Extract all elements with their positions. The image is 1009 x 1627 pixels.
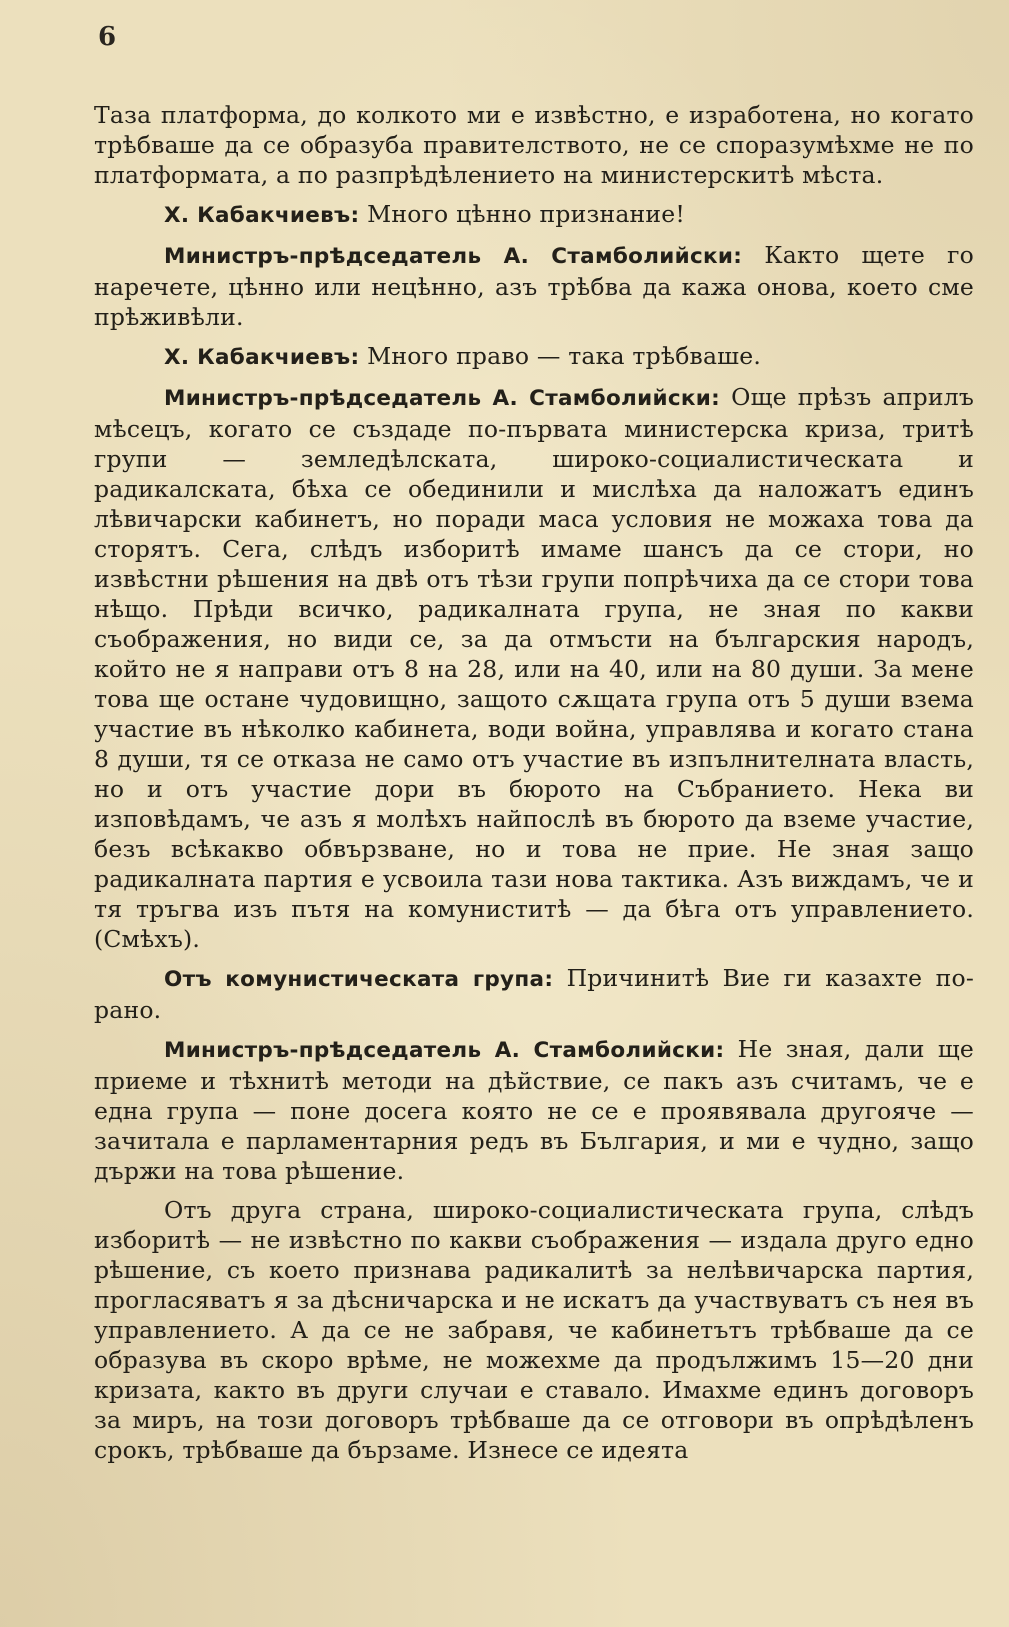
paragraph-1 [94, 100, 974, 190]
speaker-name: Министръ-прѣдседатель А. Стамболийски: [164, 386, 721, 411]
page-number: 6 [98, 22, 117, 52]
paragraph-text: Още прѣзъ априлъ мѣсецъ, когато се създаде по-първата министерска криза, тритѣ групи — земледѣлската, широко-социалистическата и радикалската, бѣха се обединили и мислѣха да наложатъ единъ лѣвичарски кабинетъ, но поради маса условия не можаха това да сторятъ. Сега, слѣдъ изборитѣ имаме шансъ да се стори, но извѣстни рѣшения на двѣ отъ тѣзи групи попрѣчиха да се стори това нѣщо. Прѣди всичко, радикалната група, не зная по какви съображения, но види се, за да отмъсти на българския народъ, който не я направи отъ 8 на 28, или на 40, или на 80 души. За мене това ще остане чудовищно, защото сѫщата група отъ 5 души взема участие въ нѣколко кабинета, води война, управлява и когато стана 8 души, тя се отказа не само отъ участие въ изпълнителната власть, но и отъ участие дори въ бюрото на Събранието. Нека ви изповѣдамъ, че азъ я молѣхъ найпослѣ въ бюрото да вземе участие, безъ всѣкакво обвързване, но и това не прие. Не зная защо радикалната партия е усвоила тази нова тактика. Азъ виждамъ, че и тя тръгва изъ пътя на комуниститѣ — да бѣга отъ управлението. (Смѣхъ). [94, 383, 974, 953]
paragraph-text: Както щете го наречете, цѣнно или нецѣнно, азъ трѣбва да кажа онова, което сме прѣживѣли. [94, 241, 974, 331]
paragraph-5 [94, 382, 974, 954]
paragraph-4 [94, 341, 974, 373]
paragraph-text: Много цѣнно признание! [367, 200, 686, 228]
paragraph-text: Причинитѣ Вие ги казахте по-рано. [94, 964, 974, 1024]
paragraph-3 [94, 240, 974, 332]
paragraph-8 [94, 1195, 974, 1465]
speaker-name: Министръ-прѣдседатель А. Стамболийски: [164, 1038, 725, 1063]
speaker-name: Х. Кабакчиевъ: [164, 203, 360, 228]
speaker-name: Министръ-прѣдседатель А. Стамболийски: [164, 244, 743, 269]
paragraph-7 [94, 1034, 974, 1186]
paragraph-text: Не зная, дали ще приеме и тѣхнитѣ методи на дѣйствие, се пакъ азъ считамъ, че е една група — поне досега която не се е проявявала другояче — зачитала е парламентарния редъ въ България, и ми е чудно, защо държи на това рѣшение. [94, 1035, 974, 1185]
speaker-name: Отъ комунистическата група: [164, 967, 554, 992]
paragraph-6 [94, 963, 974, 1025]
paragraph-text: Отъ друга страна, широко-социалистическата група, слѣдъ изборитѣ — не извѣстно по какви съображения — издала друго едно рѣшение, съ което признава радикалитѣ за нелѣвичарска партия, прогласяватъ я за дѣсничарска и не искатъ да участвуватъ съ нея въ управлението. А да се не забравя, че кабинетътъ трѣбваше да се образува въ скоро врѣме, не можехме да продължимъ 15—20 дни кризата, както въ други случаи е ставало. Имахме единъ договоръ за миръ, на този договоръ трѣбваше да се отговори въ опрѣдѣленъ срокъ, трѣбваше да бързаме. Изнесе се идеята [94, 1196, 974, 1464]
paragraph-text: Много право — така трѣбваше. [367, 342, 762, 370]
paragraph-2 [94, 199, 974, 231]
speaker-name: Х. Кабакчиевъ: [164, 345, 360, 370]
body-text [94, 100, 974, 1474]
paragraph-text: Таза платформа, до колкото ми е извѣстно, е изработена, но когато трѣбваше да се образуба правителството, не се споразумѣхме не по платформата, а по разпрѣдѣлението на министерскитѣ мѣста. [94, 101, 974, 189]
